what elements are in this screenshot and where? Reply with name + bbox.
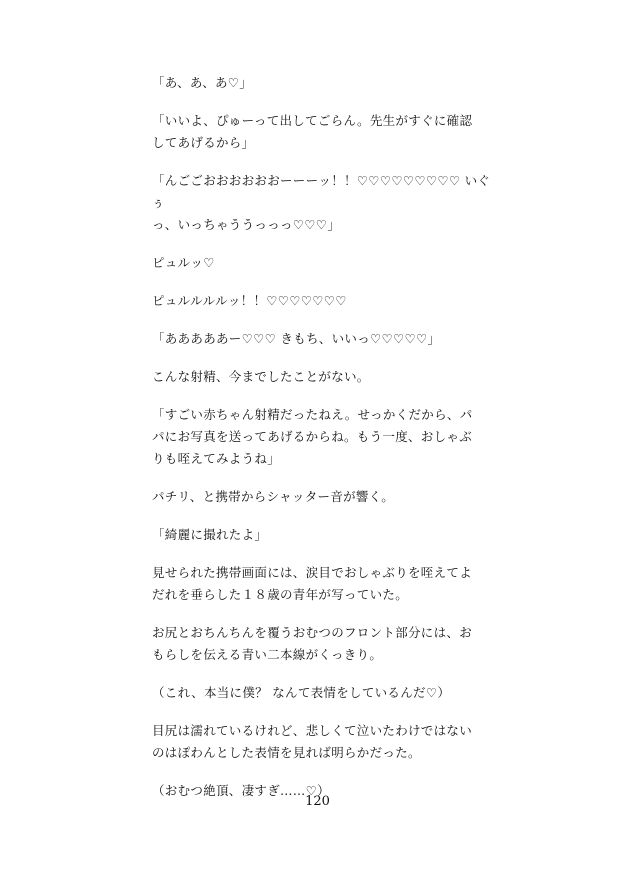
- page-number: 120: [305, 794, 330, 809]
- paragraph: ピュルッ♡: [152, 255, 215, 270]
- paragraph: お尻とおちんちんを覆うおむつのフロント部分には、お もらしを伝える青い二本線がくっきり。: [152, 625, 473, 662]
- paragraph: （おむつ絶頂、凄すぎ……♡）: [152, 783, 330, 798]
- paragraph: こんな射精、今までしたことがない。: [152, 369, 370, 384]
- paragraph: 「んごごおおおおおおーーーッ！！♡♡♡♡♡♡♡♡♡ いぐぅ っ、いっちゃううっっっ♡♡♡」: [152, 173, 491, 232]
- paragraph: 「すごい赤ちゃん射精だったねえ。せっかくだから、パ パにお写真を送ってあげるからね。もう一度、おしゃぶ りも咥えてみようね」: [152, 407, 473, 466]
- paragraph: パチリ、と携帯からシャッター音が響く。: [152, 489, 395, 504]
- paragraph: ピュルルルルッ！！♡♡♡♡♡♡♡: [152, 293, 347, 308]
- body-text: [152, 72, 492, 818]
- paragraph: 見せられた携帯画面には、涙目でおしゃぶりを咥えてよ だれを垂らした１８歳の青年が写っていた。: [152, 565, 473, 602]
- paragraph: 「いいよ、ぴゅーって出してごらん。先生がすぐに確認 してあげるから」: [152, 113, 473, 150]
- paragraph: 「あ、あ、あ♡」: [152, 75, 253, 90]
- paragraph: 目尻は濡れているけれど、悲しくて泣いたわけではない のはぽわんとした表情を見れば明らかだった。: [152, 723, 473, 760]
- paragraph: 「綺麗に撮れたよ」: [152, 527, 268, 542]
- paragraph: （これ、本当に僕？ なんて表情をしているんだ♡）: [152, 685, 451, 700]
- paragraph: 「あああああー♡♡♡ きもち、いいっ♡♡♡♡♡」: [152, 331, 441, 346]
